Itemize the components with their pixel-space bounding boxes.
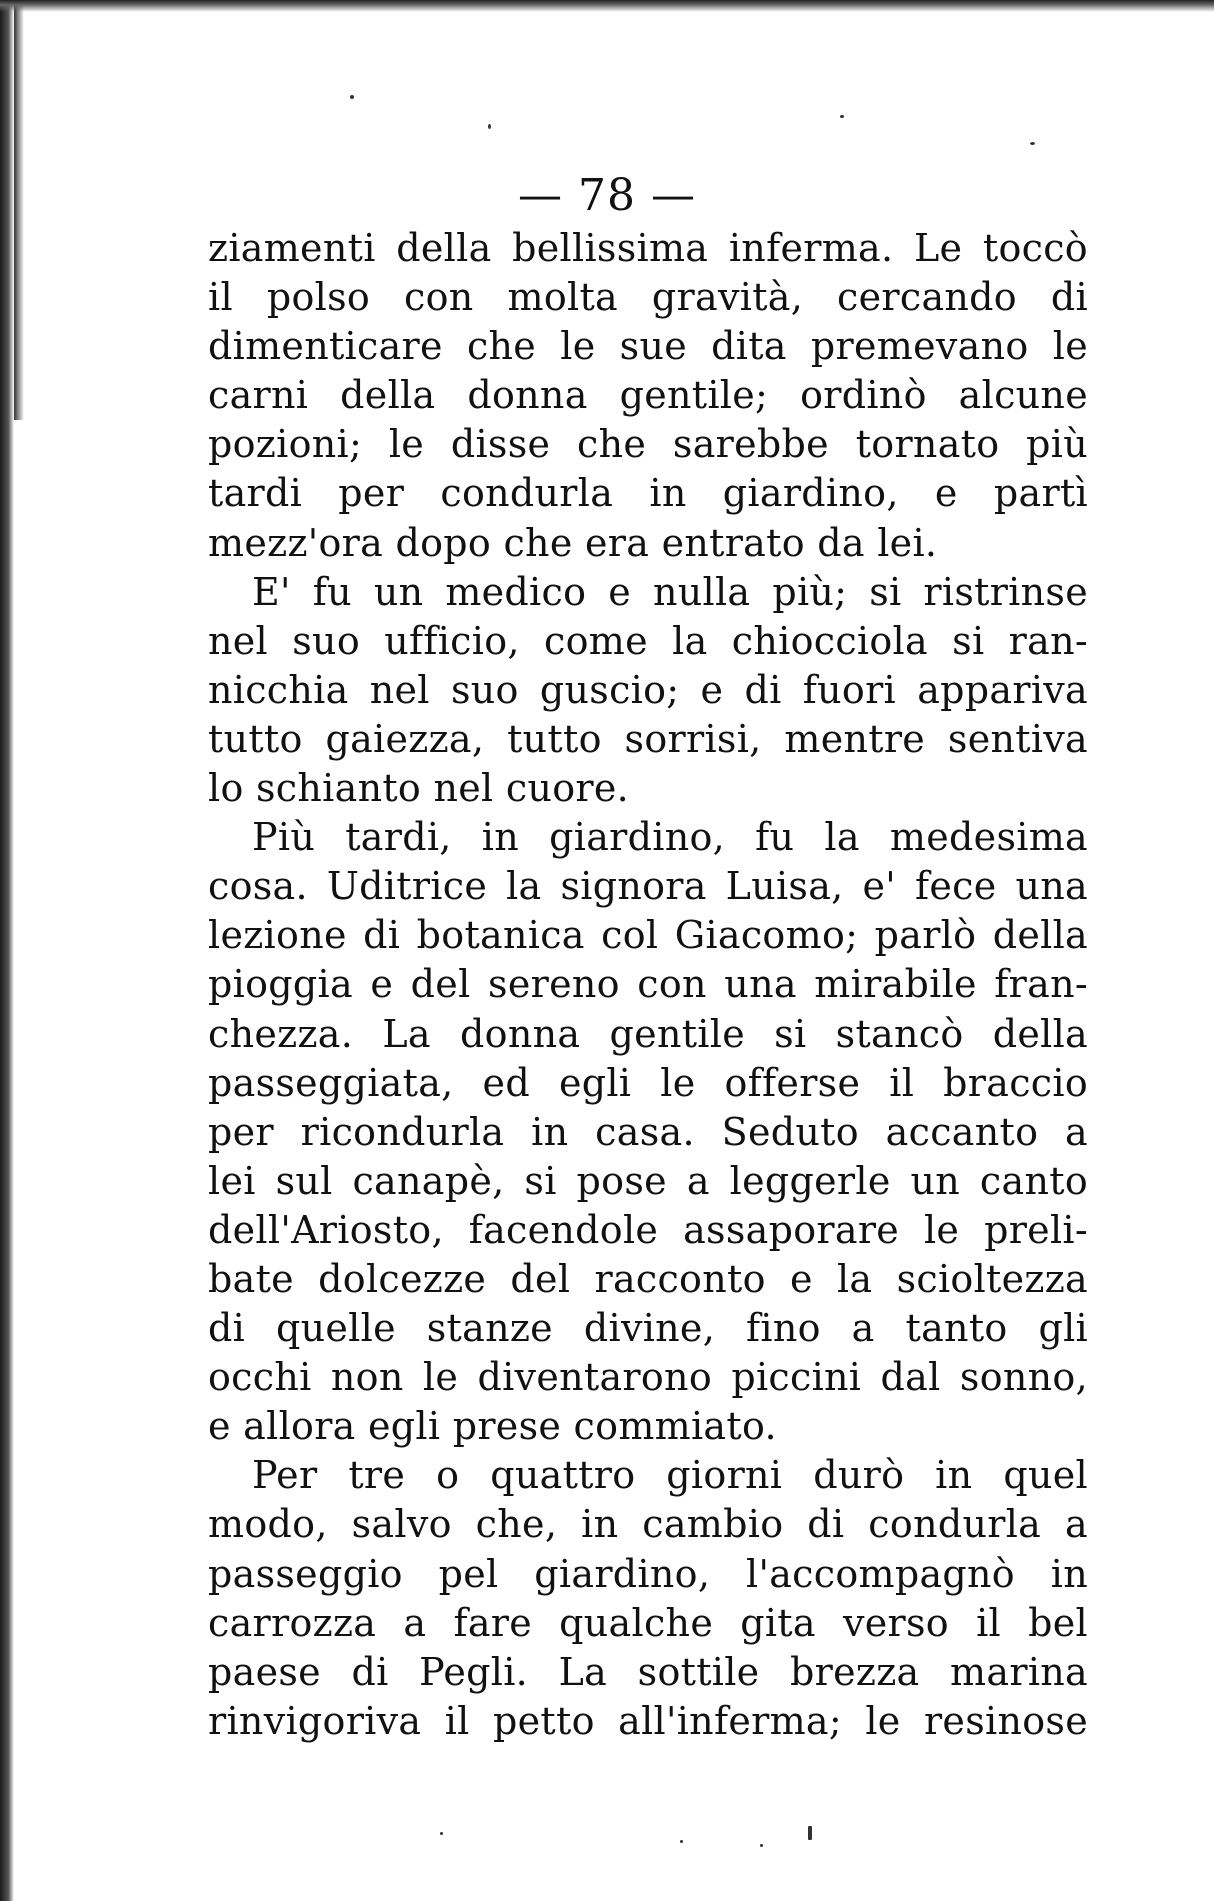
text-line: bate dolcezze del racconto e la scioltezza bbox=[208, 1256, 1088, 1301]
text-line: Per tre o quattro giorni durò in quel bbox=[252, 1453, 1088, 1498]
scan-speck bbox=[440, 1832, 443, 1835]
text-line: lei sul canapè, si pose a leggerle un canto bbox=[208, 1158, 1088, 1203]
body-text bbox=[208, 224, 1088, 1746]
text-line: carrozza a fare qualche gita verso il bel bbox=[208, 1600, 1088, 1645]
text-line: passeggiata, ed egli le offerse il braccio bbox=[208, 1060, 1088, 1105]
text-line: dell'Ariosto, facendole assaporare le preli- bbox=[208, 1207, 1088, 1252]
text-line: e allora egli prese commiato. bbox=[208, 1404, 777, 1449]
text-line: Più tardi, in giardino, fu la medesima bbox=[252, 815, 1088, 860]
scan-speck bbox=[1030, 142, 1035, 145]
text-line: paese di Pegli. La sottile brezza marina bbox=[208, 1649, 1088, 1694]
scan-speck bbox=[488, 124, 491, 129]
text-line: pioggia e del sereno con una mirabile fran- bbox=[208, 962, 1088, 1007]
text-line: carni della donna gentile; ordinò alcune bbox=[208, 373, 1088, 418]
text-line: tardi per condurla in giardino, e partì bbox=[208, 471, 1088, 516]
text-line: il polso con molta gravità, cercando di bbox=[208, 275, 1088, 320]
text-line: lezione di botanica col Giacomo; parlò della bbox=[208, 913, 1088, 958]
scan-speck bbox=[760, 1844, 763, 1847]
scan-speck bbox=[680, 1840, 683, 1843]
scan-edge-top bbox=[0, 0, 1214, 12]
scan-speck bbox=[350, 95, 354, 99]
scan-speck bbox=[840, 115, 844, 118]
text-line: per ricondurla in casa. Seduto accanto a bbox=[208, 1109, 1088, 1154]
text-line: pozioni; le disse che sarebbe tornato più bbox=[208, 422, 1088, 467]
text-line: nicchia nel suo guscio; e di fuori appariva bbox=[208, 667, 1088, 712]
text-line: passeggio pel giardino, l'accompagnò in bbox=[208, 1551, 1088, 1596]
text-line: tutto gaiezza, tutto sorrisi, mentre sentiva bbox=[208, 716, 1088, 761]
text-line: lo schianto nel cuore. bbox=[208, 766, 630, 811]
text-line: dimenticare che le sue dita premevano le bbox=[208, 324, 1088, 369]
text-line: di quelle stanze divine, fino a tanto gli bbox=[208, 1306, 1088, 1351]
scan-speck bbox=[808, 1826, 812, 1840]
text-line: cosa. Uditrice la signora Luisa, e' fece una bbox=[208, 864, 1088, 909]
text-line: ziamenti della bellissima inferma. Le toccò bbox=[208, 226, 1088, 270]
page-number: — 78 — bbox=[518, 170, 696, 221]
text-line: rinvigoriva il petto all'inferma; le resinose bbox=[208, 1698, 1088, 1743]
text-line: nel suo ufficio, come la chiocciola si ran- bbox=[208, 618, 1088, 663]
text-line: chezza. La donna gentile si stancò della bbox=[208, 1011, 1088, 1056]
text-line: occhi non le diventarono piccini dal sonno, bbox=[208, 1355, 1088, 1400]
text-line: E' fu un medico e nulla più; si ristrinse bbox=[252, 569, 1088, 614]
text-line: mezz'ora dopo che era entrato da lei. bbox=[208, 520, 938, 565]
text-line: modo, salvo che, in cambio di condurla a bbox=[208, 1502, 1088, 1547]
scan-edge-left bbox=[0, 0, 14, 1901]
